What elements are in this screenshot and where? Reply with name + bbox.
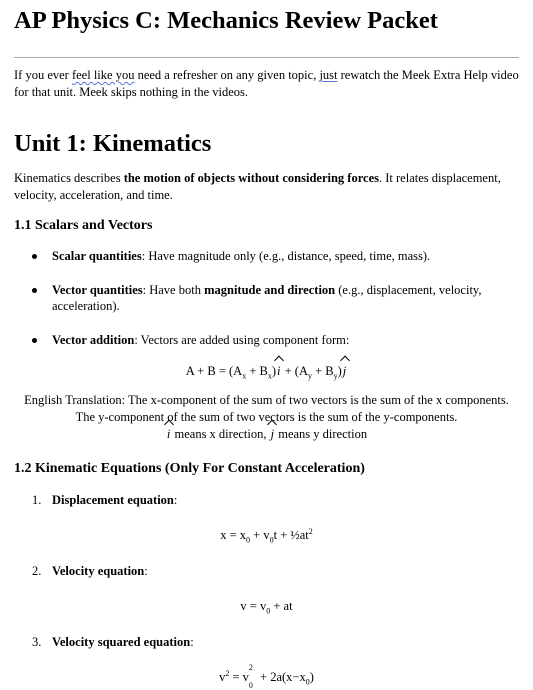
bullet-icon bbox=[32, 288, 37, 293]
equation-label: Velocity equation bbox=[52, 564, 145, 578]
bullet-label: Vector quantities bbox=[52, 283, 143, 297]
bullet-text: : Have magnitude only (e.g., distance, speed, time, mass). bbox=[141, 249, 431, 263]
eq-part: + at bbox=[270, 599, 293, 613]
section-1-1-heading: 1.1 Scalars and Vectors bbox=[14, 218, 153, 233]
list-item bbox=[14, 563, 519, 579]
vector-addition-equation bbox=[14, 362, 519, 380]
i-hat-symbol: i bbox=[277, 364, 281, 378]
eq-part: + (A bbox=[281, 364, 308, 378]
equation-label: Velocity squared equation bbox=[52, 635, 191, 649]
eq-sub: 0 bbox=[305, 677, 310, 687]
intro-text-1: If you ever bbox=[14, 68, 72, 82]
bullet-icon bbox=[32, 338, 37, 343]
eq-part: ) bbox=[337, 364, 342, 378]
label-colon: : bbox=[144, 564, 148, 578]
velocity-squared-equation bbox=[14, 662, 519, 690]
label-colon: : bbox=[173, 493, 178, 507]
eq-sub: x bbox=[267, 371, 272, 381]
bullet-text: : Have both bbox=[142, 283, 205, 297]
eq-sub: y bbox=[307, 371, 312, 381]
unit-1-desc-bold: the motion of objects without considering forces bbox=[123, 171, 379, 185]
intro-text-2: need a refresher on any given topic, bbox=[134, 68, 320, 82]
title-divider bbox=[14, 57, 519, 58]
bullet-icon bbox=[32, 254, 37, 259]
unit-1-desc-pre: Kinematics describes bbox=[14, 171, 124, 185]
eq-part: v = v bbox=[240, 599, 267, 613]
eq-part: = v bbox=[229, 670, 249, 684]
scalars-vectors-list bbox=[14, 248, 519, 348]
unit-1-heading: Unit 1: Kinematics bbox=[14, 130, 212, 157]
unit-1-description bbox=[14, 170, 519, 204]
eq-sub: 0 bbox=[269, 535, 274, 545]
spellcheck-flag-2[interactable]: just bbox=[319, 68, 338, 82]
eq-sup: 2 bbox=[225, 668, 230, 678]
list-item bbox=[52, 332, 519, 348]
kinematic-equations-list bbox=[14, 492, 519, 690]
j-hat-symbol: j bbox=[342, 364, 347, 378]
eq-part: A + B = (A bbox=[185, 364, 243, 378]
translation-text: English Translation: The x-component of the sum of two vectors is the sum of the x components. The y-component of the sum of two vectors is the sum of the y-components. bbox=[24, 393, 509, 424]
j-hat-symbol: j bbox=[270, 427, 275, 441]
displacement-equation bbox=[14, 526, 519, 544]
document-title: AP Physics C: Mechanics Review Packet bbox=[14, 7, 438, 34]
eq-sub: x bbox=[242, 371, 247, 381]
bullet-bold: magnitude and direction bbox=[204, 283, 336, 297]
eq-part: + B bbox=[246, 364, 268, 378]
list-item bbox=[52, 282, 519, 314]
eq-part: v bbox=[219, 670, 226, 684]
eq-sub: 0 bbox=[246, 535, 251, 545]
translation-j-text: means y direction bbox=[275, 427, 368, 441]
eq-part: ) bbox=[309, 670, 314, 684]
unit-1-desc-post: . It relates displacement, velocity, acceleration, and time. bbox=[14, 171, 501, 202]
eq-sub: 0 bbox=[266, 606, 271, 616]
section-1-2-heading: 1.2 Kinematic Equations (Only For Constant Acceleration) bbox=[14, 461, 365, 476]
eq-sub: 0 bbox=[248, 680, 253, 690]
list-number: 1. bbox=[32, 493, 42, 507]
list-item bbox=[52, 248, 519, 264]
bullet-text: : Vectors are added using component form: bbox=[134, 333, 350, 347]
eq-part: t + ½at bbox=[273, 528, 309, 542]
bullet-label: Vector addition bbox=[52, 333, 135, 347]
spellcheck-flag-1[interactable]: feel like you bbox=[71, 68, 135, 82]
english-translation bbox=[14, 392, 519, 443]
list-item bbox=[14, 634, 519, 650]
equation-label: Displacement equation bbox=[52, 493, 174, 507]
translation-i-text: means x direction, bbox=[171, 427, 270, 441]
eq-sub: y bbox=[333, 371, 338, 381]
bullet-label: Scalar quantities bbox=[52, 249, 142, 263]
intro-text-3: rewatch the Meek Extra Help video for that unit. Meek skips nothing in the videos. bbox=[14, 68, 519, 99]
eq-part: ) bbox=[271, 364, 276, 378]
bullet-text: (e.g., displacement, velocity, acceleration). bbox=[52, 283, 482, 313]
velocity-equation bbox=[14, 597, 519, 615]
eq-part: + v bbox=[250, 528, 270, 542]
i-hat-symbol: i bbox=[166, 427, 171, 441]
eq-sup: 2 bbox=[248, 662, 253, 672]
eq-part: + 2a(x−x bbox=[256, 670, 306, 684]
eq-sup: 2 bbox=[308, 526, 313, 536]
label-colon: : bbox=[190, 635, 194, 649]
eq-part: x = x bbox=[220, 528, 247, 542]
list-number: 3. bbox=[32, 635, 42, 649]
intro-paragraph bbox=[14, 67, 519, 101]
list-number: 2. bbox=[32, 564, 42, 578]
eq-part: + B bbox=[311, 364, 334, 378]
list-item bbox=[14, 492, 519, 508]
